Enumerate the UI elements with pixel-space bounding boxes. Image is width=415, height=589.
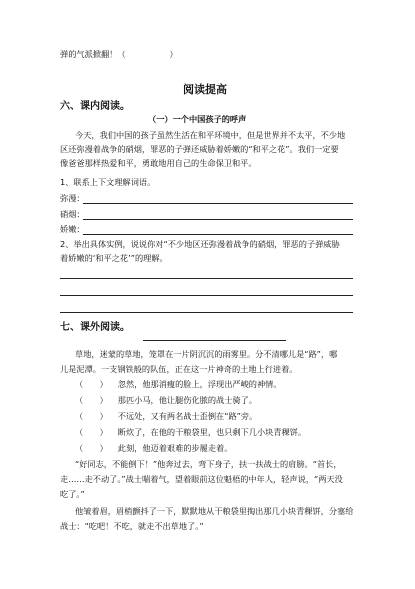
passage-line-2: 区还弥漫着战争的硝烟，罪恶的子弹还威胁着娇嫩的“和平之花”。我们一定要 (60, 144, 339, 154)
para1-line-2: 儿是泥潭。一支钢铁般的队伍，正在这一片神奇的土地上行进着。 (60, 364, 298, 374)
passage-title: （一）一个中国孩子的呼声 (148, 114, 247, 124)
term-label-3: 娇嫩： (60, 224, 85, 234)
answer-line-term-3[interactable] (83, 234, 353, 235)
title-answer-line[interactable] (143, 340, 286, 341)
question-2-line-2: 着娇嫩的‘和平之花’”的理解。 (60, 253, 168, 263)
answer-line-q2-3[interactable] (60, 312, 353, 313)
top-line (60, 48, 178, 60)
question-1: 1、联系上下文理解词语。 (60, 177, 156, 187)
order-item-3 (75, 410, 257, 422)
para3-line-2: 战士：“吃吧！不吃，就走不出草地了。” (60, 521, 204, 531)
para2-line-2: 走……走不动了。”战士喘着气，望着眼前这位魁梧的中年人，轻声说，“两天没 (60, 474, 343, 484)
order-text: 不远处，又有两名战士歪倒在“路”旁。 (117, 411, 258, 421)
para3-line-1: 他皱着眉，眉梢颤抖了一下，默默地从干粮袋里掏出那几小块青稞饼，分塞给 (75, 506, 354, 516)
question-2-line-1: 2、举出具体实例，说说你对“不少地区还弥漫着战争的硝烟，罪恶的子弹威胁 (60, 239, 340, 249)
order-item-4 (75, 426, 306, 438)
order-item-2 (75, 394, 257, 406)
section-7-heading: 七、课外阅读。 (60, 322, 130, 333)
answer-line-term-2[interactable] (83, 219, 353, 220)
order-paren[interactable]: （ ） (75, 443, 108, 453)
top-line-text: 弹的气派掀翻！（ (60, 49, 126, 59)
para2-line-1: “好同志，不能倒下！”他奔过去，弯下身子，扶一扶战士的肩膀。“首长， (75, 459, 342, 469)
term-label-1: 弥漫： (60, 193, 85, 203)
order-paren[interactable]: （ ） (75, 395, 108, 405)
page-title: 阅读提高 (183, 83, 227, 96)
order-paren[interactable]: （ ） (75, 411, 108, 421)
answer-line-q2-2[interactable] (60, 295, 353, 296)
order-text: 那匹小马，他让腿伤化脓的战士骑了。 (117, 395, 257, 405)
order-paren[interactable]: （ ） (75, 379, 108, 389)
passage-line-1: 今天，我们中国的孩子虽然生活在和平环境中，但是世界并不太平，不少地 (75, 130, 346, 140)
para2-line-3: 吃了。” (60, 489, 85, 499)
passage-line-3: 像爸爸那样热爱和平，勇敢地用自己的生命保卫和平。 (60, 158, 257, 168)
section-6-heading: 六、课内阅读。 (60, 101, 130, 112)
order-item-5 (75, 442, 232, 454)
answer-line-q2-1[interactable] (60, 278, 353, 279)
answer-line-term-1[interactable] (83, 203, 353, 204)
top-line-close: ） (169, 49, 178, 59)
order-text: 此刻，他迈着艰难的步履走着。 (117, 443, 233, 453)
order-text: 忽然，他那消瘦的脸上，浮现出严峻的神情。 (117, 379, 282, 389)
order-paren[interactable]: （ ） (75, 427, 108, 437)
order-text: 断炊了，在他的干粮袋里，也只剩下几小块青稞饼。 (117, 427, 307, 437)
para1-line-1: 草地，迷蒙的草地，笼罩在一片阴沉沉的雨雾里。分不清哪儿是“路”，哪 (75, 349, 338, 359)
order-item-1 (75, 378, 282, 390)
term-label-2: 硝烟： (60, 209, 85, 219)
